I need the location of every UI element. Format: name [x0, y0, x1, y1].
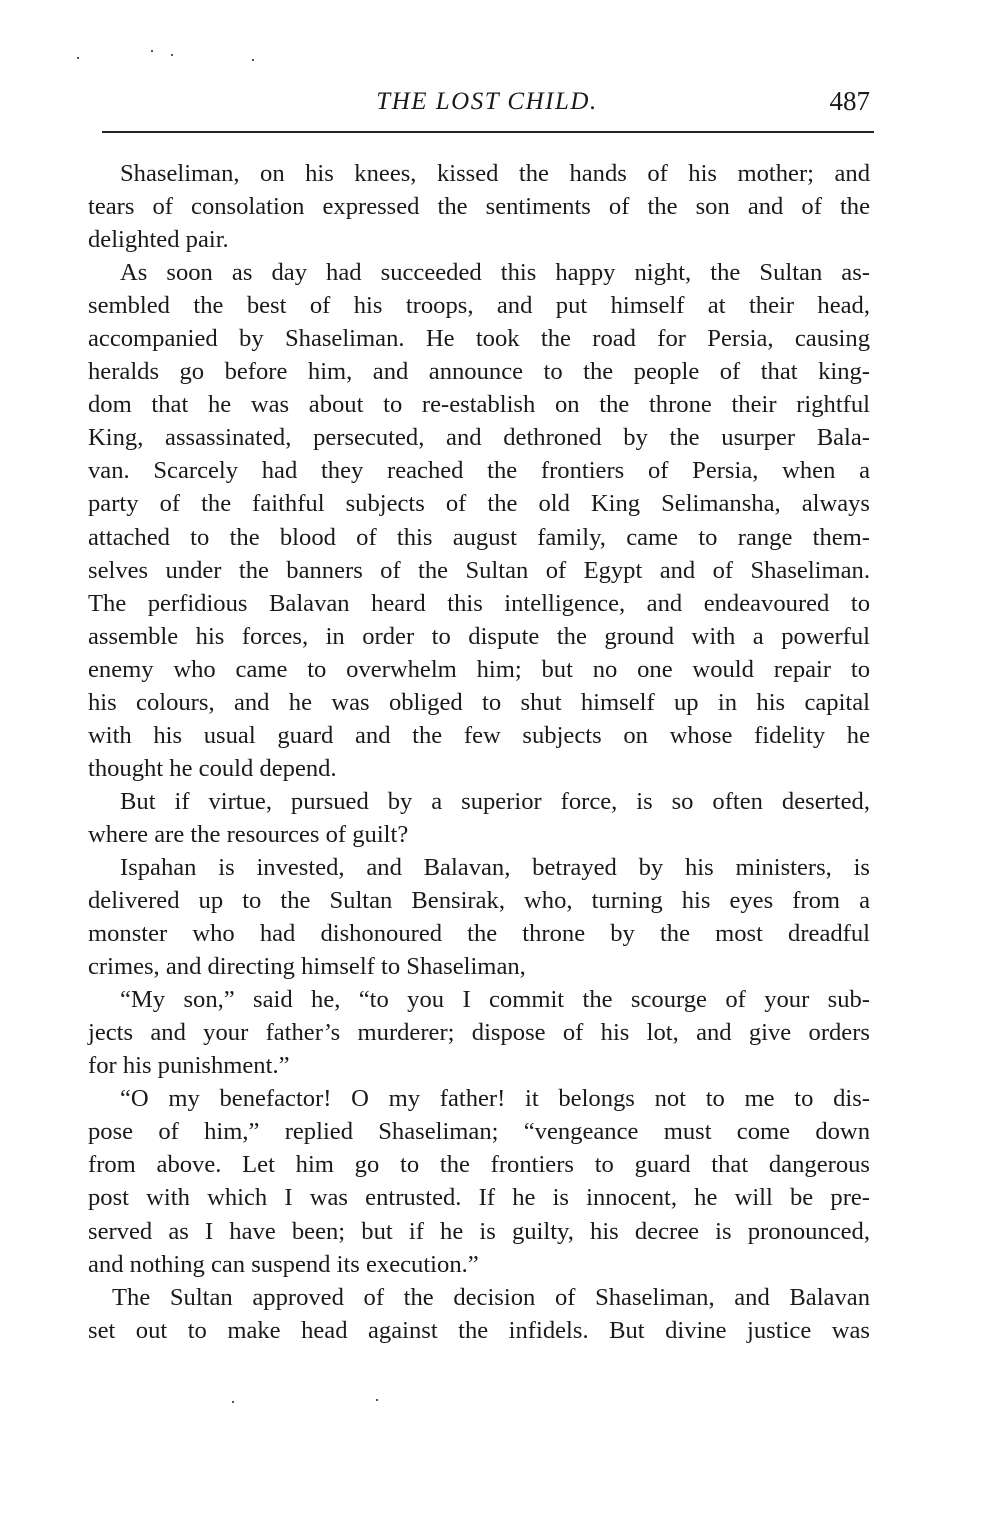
text-line: for his punishment.” [88, 1052, 290, 1080]
text-line: sembled the best of his troops, and put himself at their head, [88, 292, 870, 320]
text-line: van. Scarcely had they reached the frontiers of Persia, when a [88, 457, 870, 485]
text-line: and nothing can suspend its execution.” [88, 1250, 479, 1278]
text-line: thought he could depend. [88, 754, 337, 782]
text-line: selves under the banners of the Sultan of Egypt and of Shaseliman. [88, 556, 870, 584]
text-line: attached to the blood of this august family, came to range them- [88, 523, 870, 551]
text-line: delighted pair. [88, 226, 229, 254]
scan-speck [77, 57, 79, 59]
scan-speck [171, 54, 173, 56]
text-line: Shaseliman, on his knees, kissed the hands of his mother; and [120, 160, 870, 187]
running-head [102, 84, 872, 124]
scan-speck [151, 50, 153, 52]
text-line: accompanied by Shaseliman. He took the road for Persia, causing [88, 325, 870, 353]
paragraph [88, 1082, 870, 1280]
text-line: “O my benefactor! O my father! it belongs not to me to dis- [120, 1085, 870, 1113]
scan-speck [252, 59, 254, 61]
text-line: dom that he was about to re-establish on the throne their rightful [88, 391, 870, 419]
text-line: where are the resources of guilt? [88, 820, 409, 848]
scan-speck [376, 1399, 378, 1401]
text-line: jects and your father’s murderer; dispose of his lot, and give orders [88, 1019, 870, 1047]
paragraph [88, 785, 870, 851]
text-line: As soon as day had succeeded this happy night, the Sultan as- [120, 259, 870, 287]
scan-speck [232, 1401, 234, 1403]
text-line: crimes, and directing himself to Shaseliman, [88, 953, 526, 981]
text-line: party of the faithful subjects of the old King Selimansha, always [88, 490, 870, 518]
paragraph [88, 1281, 870, 1347]
text-line: delivered up to the Sultan Bensirak, who, turning his eyes from a [88, 887, 870, 915]
running-title: THE LOST CHILD. [376, 88, 598, 115]
body-text [88, 157, 870, 1347]
paragraph [88, 157, 870, 256]
text-line: But if virtue, pursued by a superior force, is so often deserted, [120, 787, 870, 815]
text-line: Ispahan is invested, and Balavan, betrayed by his ministers, is [120, 853, 870, 881]
text-line: with his usual guard and the few subjects on whose fidelity he [88, 721, 870, 749]
paragraph [88, 256, 870, 785]
text-line: post with which I was entrusted. If he is innocent, he will be pre- [88, 1184, 870, 1212]
text-line: “My son,” said he, “to you I commit the scourge of your sub- [120, 986, 870, 1014]
text-line: monster who had dishonoured the throne by the most dreadful [88, 920, 870, 948]
text-line: set out to make head against the infidels. But divine justice was [88, 1316, 870, 1344]
text-line: his colours, and he was obliged to shut himself up in his capital [88, 688, 870, 716]
text-line: served as I have been; but if he is guilty, his decree is pronounced, [88, 1217, 870, 1245]
paragraph [88, 983, 870, 1082]
text-line: The perfidious Balavan heard this intelligence, and endeavoured to [88, 589, 870, 617]
paragraph [88, 851, 870, 983]
text-line: pose of him,” replied Shaseliman; “vengeance must come down [88, 1118, 870, 1146]
text-line: assemble his forces, in order to dispute the ground with a powerful [88, 622, 870, 650]
text-line: from above. Let him go to the frontiers to guard that dangerous [88, 1151, 870, 1179]
text-line: tears of consolation expressed the sentiments of the son and of the [88, 193, 870, 221]
header-rule [102, 131, 874, 133]
text-line: enemy who came to overwhelm him; but no one would repair to [88, 655, 870, 683]
page-number: 487 [829, 86, 870, 116]
text-line: King, assassinated, persecuted, and dethroned by the usurper Bala- [88, 424, 870, 452]
text-line: The Sultan approved of the decision of Shaseliman, and Balavan [112, 1283, 870, 1311]
text-line: heralds go before him, and announce to the people of that king- [88, 358, 870, 386]
